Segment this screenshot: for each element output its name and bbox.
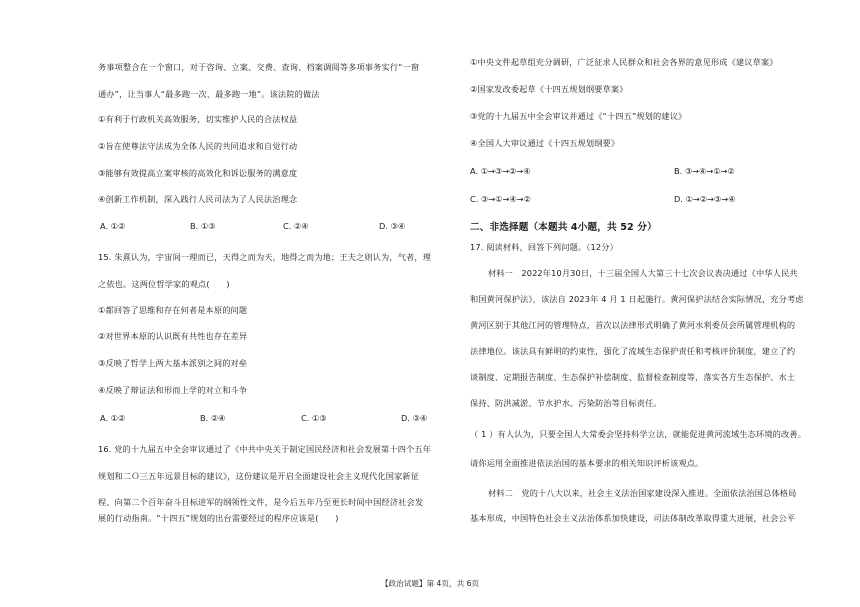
q14-statement-2: ②旨在使尊法守法成为全体人民的共同追求和自觉行动	[98, 141, 298, 151]
q15-option-a: A. ①②	[100, 413, 126, 423]
q17-1-line-1: （ 1 ）有人认为，只要全国人大常委会坚持科学立法，就能促进黄河流域生态环境的改善。	[470, 429, 807, 439]
q16-step-2: ②国家发改委起草《十四五规划纲要草案》	[470, 84, 628, 94]
q15-statement-1: ①都回答了思维和存在何者是本原的问题	[98, 305, 248, 315]
q14-option-c: C. ②④	[283, 221, 309, 231]
q16-step-1: ①中央文件起草组充分调研，广泛征求人民群众和社会各界的意见形成《建议草案》	[470, 57, 778, 67]
q15-statement-2: ②对世界本原的认识既有共性也存在差异	[98, 331, 248, 341]
material-1-line-4: 法律地位。该法具有鲜明的约束性，强化了流域生态保护责任和考核评价制度，建立了约	[470, 346, 796, 356]
q14-statement-4: ④创新工作机制，深入践行人民司法为了人民法治理念	[98, 194, 298, 204]
q16-option-d: D. ①→②→③→④	[674, 194, 736, 204]
q16-stem-line-4: 展的行动指南。“十四五”规划的出台需要经过的程序应该是( )	[98, 513, 339, 523]
q16-option-c: C. ③→①→④→②	[470, 194, 531, 204]
q16-step-4: ④全国人大审议通过《十四五规划纲要》	[470, 138, 620, 148]
q16-stem-line-3: 程、向第二个百年奋斗目标进军的纲领性文件，是今后五年乃至更长时间中国经济社会发	[98, 497, 424, 507]
material-2-line-2: 基本形成，中国特色社会主义法治体系加快建设，司法体制改革取得重大进展，社会公平	[470, 513, 796, 523]
q16-stem-line-2: 规划和二Ｏ三五年远景目标的建议》，这份建议是开启全面建设社会主义现代化国家新征	[98, 471, 420, 481]
q16-stem-line-1: 16. 党的十九届五中全会审议通过了《中共中央关于制定国民经济和社会发展第十四个五年	[98, 444, 432, 454]
material-1-line-3: 黄河区别于其他江河的管理特点，首次以法律形式明确了黄河水利委员会所属管理机构的	[470, 320, 796, 330]
q14-statement-1: ①有利于行政机关高效服务，切实维护人民的合法权益	[98, 114, 298, 124]
q15-statement-3: ③反映了哲学上两大基本派别之间的对垒	[98, 358, 248, 368]
material-1-line-6: 保持、防洪减淤、节水护水、污染防治等目标责任。	[470, 398, 662, 408]
q14-statement-3: ③能够有效提高立案审核的高效化和诉讼服务的满意度	[98, 168, 298, 178]
q14-option-d: D. ③④	[379, 221, 406, 231]
material-1-line-2: 和国黄河保护法》，该法自 2023年 4 月 1 日起施行。黄河保护法结合实际情况，充分考虑	[470, 294, 804, 304]
material-1-line-1: 材料一 2022年10月30日，十三届全国人大第三十七次会议表决通过《中华人民共	[488, 268, 798, 278]
q15-stem-line-1: 15. 朱熹认为，宇宙间一理而已，天得之而为天，地得之而为地；王夫之则认为，气者，理	[98, 252, 432, 262]
section-2-title: 二、非选择题（本题共 4小题，共 52 分）	[470, 222, 657, 233]
q14-stem-line-2: 通办”，让当事人“最多跑一次、最多跑一地”。该法院的做法	[98, 89, 320, 99]
q14-stem-line-1: 务事项整合在一个窗口，对于咨询、立案、交费、查询、档案调阅等多项事务实行“一窗	[98, 62, 420, 72]
q15-option-d: D. ③④	[401, 413, 428, 423]
material-1-line-5: 谈制度、定期报告制度、生态保护补偿制度、监督检查制度等，落实各方生态保护、水土	[470, 372, 796, 382]
q17-1-line-2: 请你运用全面推进依法治国的基本要求的相关知识评析该观点。	[470, 458, 704, 468]
page-footer: 【政治试题】第 4页，共 6页	[380, 579, 480, 588]
q15-option-c: C. ①③	[301, 413, 327, 423]
q16-step-3: ③党的十九届五中全会审议并通过《“十四五”规划的建议》	[470, 111, 687, 121]
q14-option-a: A. ①②	[100, 221, 126, 231]
q16-option-a: A. ①→③→②→④	[470, 166, 531, 176]
q15-option-b: B. ②④	[200, 413, 226, 423]
material-2-line-1: 材料二 党的十八大以来，社会主义法治国家建设深入推进。全面依法治国总体格局	[488, 488, 797, 498]
q15-stem-line-2: 之依也。这两位哲学家的观点( )	[98, 279, 230, 289]
q14-option-b: B. ①③	[190, 221, 216, 231]
q16-option-b: B. ③→④→①→②	[674, 166, 735, 176]
q17-header: 17. 阅读材料，回答下列问题。（12分）	[470, 242, 618, 252]
q15-statement-4: ④反映了辩证法和形而上学的对立和斗争	[98, 385, 248, 395]
